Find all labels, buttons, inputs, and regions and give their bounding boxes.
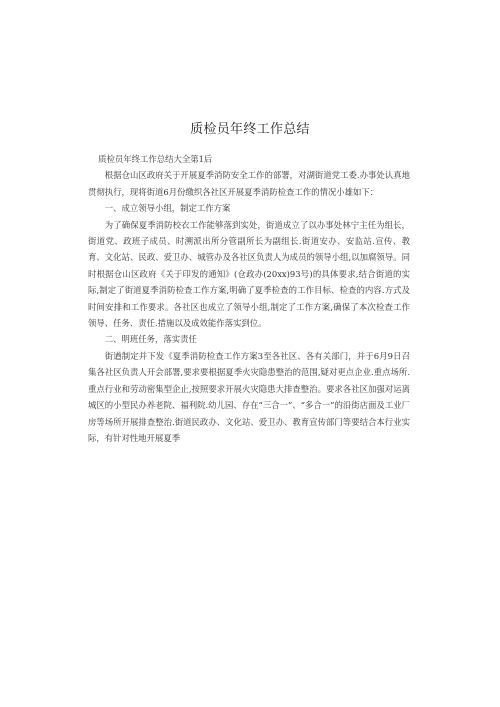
paragraph-section-1: 为了确保夏季消防校衣工作能够落到实处，街道成立了以办事处林宁主任为组长，街道党、政班子成员、时溯派出所分管副所长为副组长.街道安办、安监站.宣传、教育、文化站、民政、爱卫办、城管办及各社区负责人为成员的领导小组,以加腐领导。同时根据仓山区政府《关于印发的通知》(仓政办(20xx)93号)的具体要求,结合街道的实际,制定了街道夏季消防检查工作方案,明确了夏季检查的工作目标、检查的内容.方式及时间安排和工作要求。各社区也成立了领导小组,制定了工作方案,确保了本次检查工作领导、任务、责任.措施以及成效能作落实到位。 — [88, 219, 410, 329]
document-title: 质检员年终工作总结 — [190, 122, 310, 137]
paragraph-intro: 根据仓山区政府关于开展夏季消防安全工作的部署，对湖街道党工委.办事处认真地贯彻执行，现将街道6月份缴织各社区开展夏季消防检查工作的情况小雄如下： — [88, 170, 410, 197]
section-heading-2: 二、明班任务，落实责任 — [104, 334, 197, 345]
paragraph-section-2: 街遒制定并下发《夏季消防检查工作方案3至各社区、各有关部门，并于6月9日召集各社区负责人开会部署,要求要根据夏季火灾隐患整治的范围,疑对更点企业.重点场所.重点行业和劳动密集型企止,按照要求开展火灾隐患大排查整治。要求各社区加强对运离城区的小型民办养老院、福利院.幼儿园、存在“三合一”、“多合一”的沿街店面及工业厂房等场所开展排查整治.街道民政办、文化站、爱卫办、教育宣传部门等要结合本行业实际，有针对性地开展夏季 — [88, 350, 410, 443]
section-heading-1: 一、成立领导小组，制定工作方案 — [104, 203, 231, 214]
document-subtitle: 质检员年终工作总结大全第1后 — [98, 154, 213, 164]
document-body — [88, 151, 410, 446]
